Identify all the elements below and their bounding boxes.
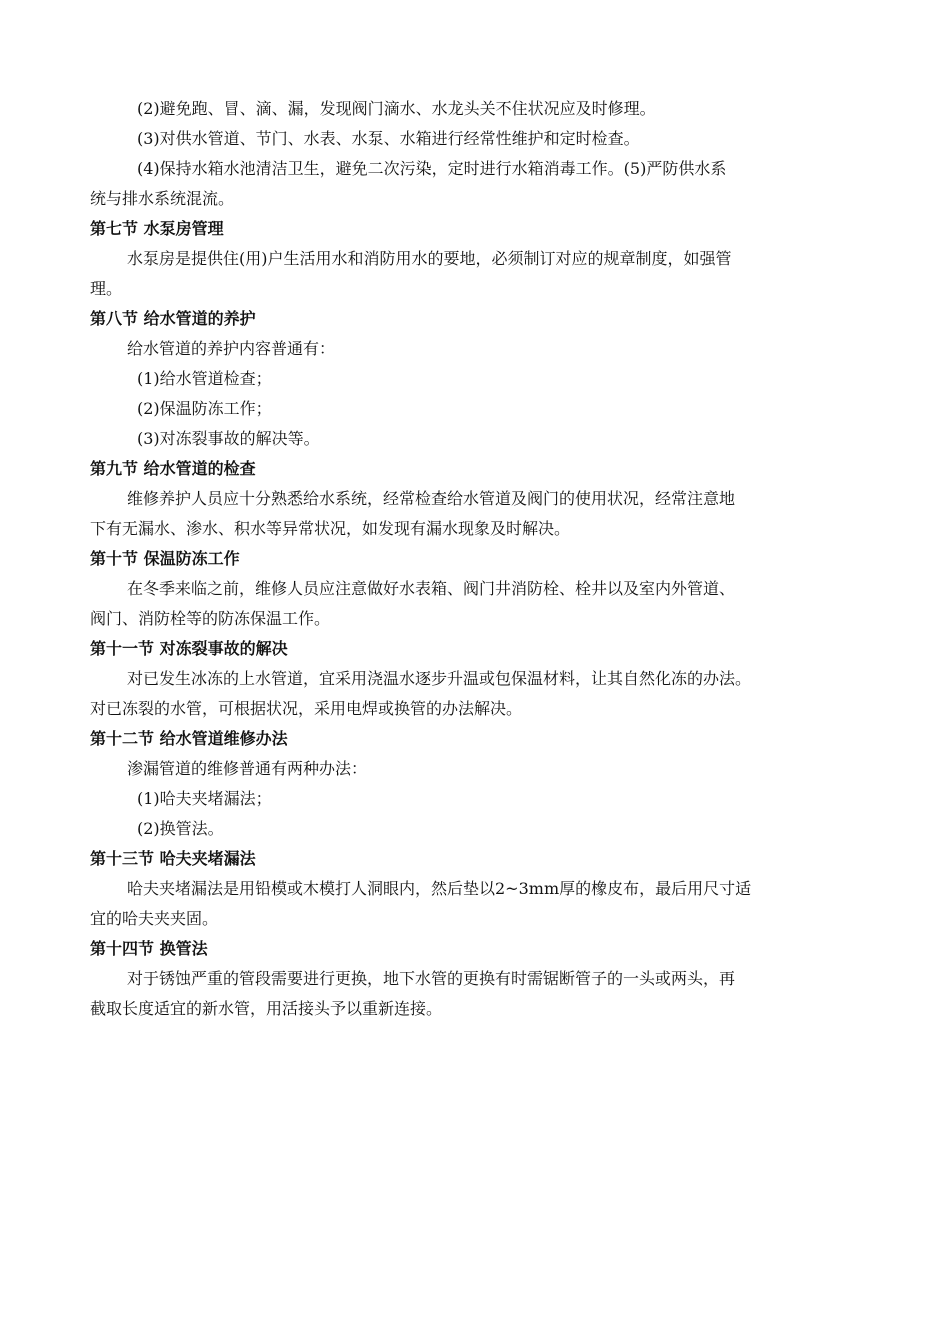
paragraph-line: 在冬季来临之前，维修人员应注意做好水表箱、阀门井消防栓、栓井以及室内外管道、	[127, 579, 736, 598]
list-item: (3)对供水管道、节门、水表、水泵、水箱进行经常性维护和定时检查。	[137, 129, 640, 148]
paragraph-continuation: 理。	[90, 279, 123, 298]
paragraph-line: 对已发生冰冻的上水管道，宜采用浇温水逐步升温或包保温材料，让其自然化冻的办法。	[127, 669, 752, 688]
section-heading: 第九节 给水管道的检查	[90, 459, 256, 478]
section-heading: 第十二节 给水管道维修办法	[90, 729, 288, 748]
list-item: (2)保温防冻工作；	[137, 399, 272, 418]
section-heading: 第十四节 换管法	[90, 939, 208, 958]
section-heading: 第十三节 哈夫夹堵漏法	[90, 849, 256, 868]
list-item: (1)哈夫夹堵漏法；	[137, 789, 272, 808]
document-body	[90, 94, 860, 1024]
list-item: (4)保持水箱水池清洁卫生，避免二次污染，定时进行水箱消毒工作。(5)严防供水系	[137, 159, 727, 178]
section-heading: 第十一节 对冻裂事故的解决	[90, 639, 288, 658]
paragraph-continuation: 阀门、消防栓等的防冻保温工作。	[90, 609, 331, 628]
paragraph-continuation: 宜的哈夫夹夹固。	[90, 909, 219, 928]
list-item: (3)对冻裂事故的解决等。	[137, 429, 320, 448]
paragraph-continuation: 截取长度适宜的新水管，用活接头予以重新连接。	[90, 999, 443, 1018]
paragraph-line: 水泵房是提供住(用)户生活用水和消防用水的要地，必须制订对应的规章制度，如强管	[127, 249, 732, 268]
section-heading: 第八节 给水管道的养护	[90, 309, 256, 328]
section-heading: 第七节 水泵房管理	[90, 219, 224, 238]
paragraph-continuation: 对已冻裂的水管，可根据状况，采用电焊或换管的办法解决。	[90, 699, 523, 718]
paragraph-line: 渗漏管道的维修普通有两种办法：	[127, 759, 368, 778]
list-item: (2)换管法。	[137, 819, 224, 838]
paragraph-line: 哈夫夹堵漏法是用铅模或木模打人洞眼内，然后垫以2~3mm厚的橡皮布，最后用尺寸适	[127, 879, 752, 898]
paragraph-continuation: 下有无漏水、渗水、积水等异常状况，如发现有漏水现象及时解决。	[90, 519, 571, 538]
section-heading: 第十节 保温防冻工作	[90, 549, 240, 568]
paragraph-line: 对于锈蚀严重的管段需要进行更换，地下水管的更换有时需锯断管子的一头或两头，再	[127, 969, 736, 988]
paragraph-line: 维修养护人员应十分熟悉给水系统，经常检查给水管道及阀门的使用状况，经常注意地	[127, 489, 736, 508]
list-item: (1)给水管道检查；	[137, 369, 272, 388]
paragraph-line: 给水管道的养护内容普通有：	[127, 339, 336, 358]
paragraph-continuation: 统与排水系统混流。	[90, 189, 235, 208]
list-item: (2)避免跑、冒、滴、漏，发现阀门滴水、水龙头关不住状况应及时修理。	[137, 99, 656, 118]
